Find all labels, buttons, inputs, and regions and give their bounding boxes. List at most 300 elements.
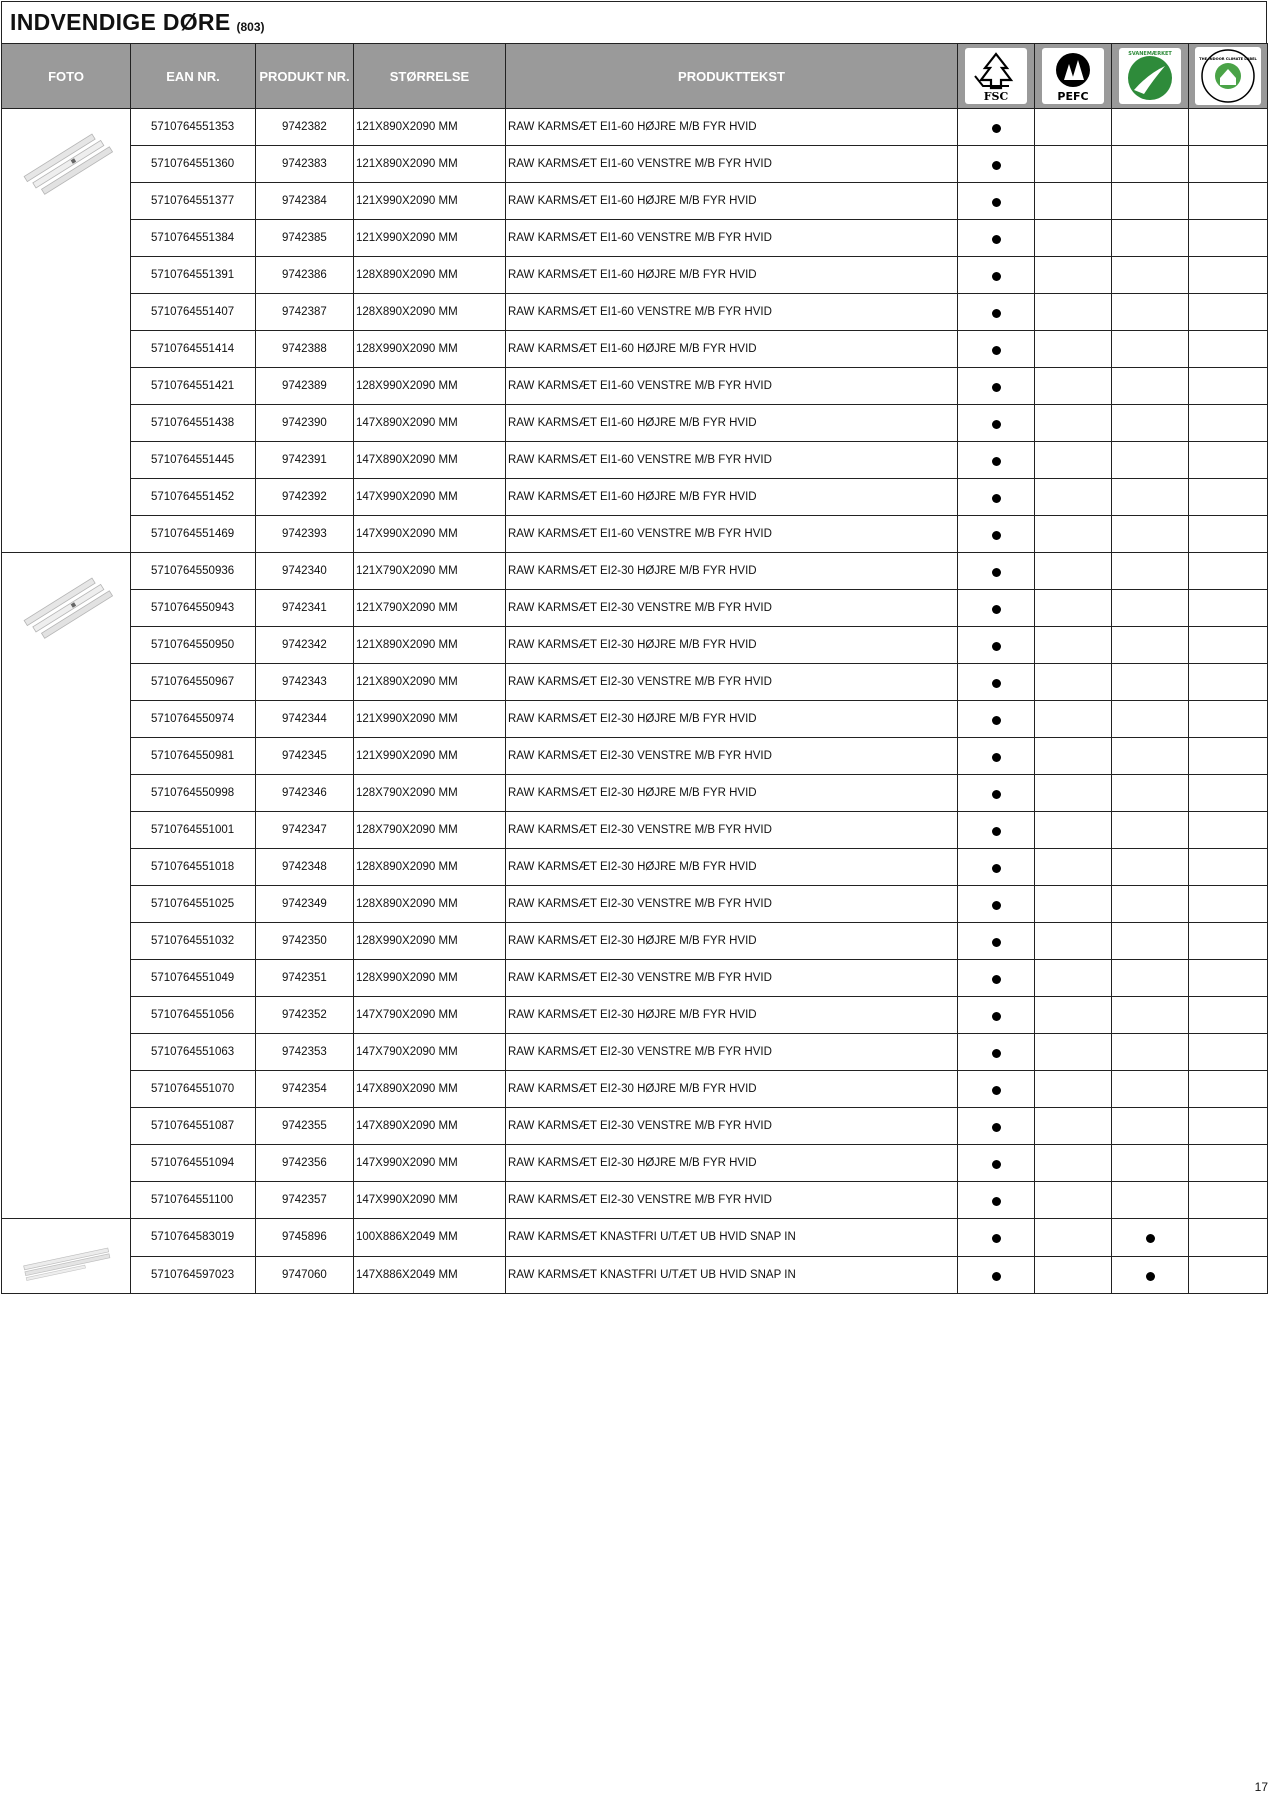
table-row <box>2 1071 1268 1108</box>
col-header-foto: FOTO <box>2 44 131 109</box>
product-number-cell: 9742386 <box>256 257 354 294</box>
svg-text:SVANEMÆRKET: SVANEMÆRKET <box>1128 51 1172 57</box>
col-header-produkt: PRODUKT NR. <box>256 44 354 109</box>
product-number-cell: 9742351 <box>256 960 354 997</box>
bullet-icon <box>992 753 1001 762</box>
product-number-cell: 9742341 <box>256 590 354 627</box>
fsc-mark-cell <box>958 1108 1035 1145</box>
pefc-mark-cell <box>1035 294 1112 331</box>
svan-mark-cell <box>1112 146 1189 183</box>
svg-text:PEFC: PEFC <box>1057 90 1089 103</box>
pefc-mark-cell <box>1035 220 1112 257</box>
product-number-cell: 9742352 <box>256 997 354 1034</box>
indoor-climate-mark-cell <box>1189 257 1268 294</box>
svan-mark-cell <box>1112 368 1189 405</box>
bullet-icon <box>992 605 1001 614</box>
ean-cell: 5710764551384 <box>131 220 256 257</box>
bullet-icon <box>992 716 1001 725</box>
pefc-mark-cell <box>1035 775 1112 812</box>
product-text-cell: RAW KARMSÆT EI2-30 VENSTRE M/B FYR HVID <box>506 1034 958 1071</box>
fsc-mark-cell <box>958 775 1035 812</box>
indoor-climate-mark-cell <box>1189 442 1268 479</box>
indoor-climate-mark-cell <box>1189 368 1268 405</box>
fsc-logo-icon <box>961 46 1031 106</box>
product-text-cell: RAW KARMSÆT EI1-60 HØJRE M/B FYR HVID <box>506 109 958 146</box>
product-number-cell: 9742356 <box>256 1145 354 1182</box>
page-number: 17 <box>1254 1780 1268 1794</box>
door-frame-set-image <box>2 109 130 213</box>
product-number-cell: 9742385 <box>256 220 354 257</box>
product-number-cell: 9742343 <box>256 664 354 701</box>
product-number-cell: 9742383 <box>256 146 354 183</box>
svan-mark-cell <box>1112 849 1189 886</box>
pefc-mark-cell <box>1035 1108 1112 1145</box>
product-text-cell: RAW KARMSÆT EI2-30 HØJRE M/B FYR HVID <box>506 1071 958 1108</box>
size-cell: 128X790X2090 MM <box>354 812 506 849</box>
svan-mark-cell <box>1112 1108 1189 1145</box>
product-number-cell: 9742346 <box>256 775 354 812</box>
svan-mark-cell <box>1112 590 1189 627</box>
product-number-cell: 9745896 <box>256 1219 354 1257</box>
size-cell: 121X990X2090 MM <box>354 183 506 220</box>
size-cell: 147X890X2090 MM <box>354 405 506 442</box>
table-row <box>2 886 1268 923</box>
ean-cell: 5710764550943 <box>131 590 256 627</box>
product-text-cell: RAW KARMSÆT EI2-30 VENSTRE M/B FYR HVID <box>506 590 958 627</box>
indoor-climate-mark-cell <box>1189 775 1268 812</box>
fsc-mark-cell <box>958 590 1035 627</box>
bullet-icon <box>1146 1234 1155 1243</box>
fsc-mark-cell <box>958 849 1035 886</box>
ean-cell: 5710764551452 <box>131 479 256 516</box>
bullet-icon <box>992 309 1001 318</box>
size-cell: 128X990X2090 MM <box>354 923 506 960</box>
size-cell: 121X990X2090 MM <box>354 738 506 775</box>
pefc-mark-cell <box>1035 257 1112 294</box>
size-cell: 147X990X2090 MM <box>354 1145 506 1182</box>
fsc-mark-cell <box>958 442 1035 479</box>
svg-text:FSC: FSC <box>983 90 1009 103</box>
indoor-climate-mark-cell <box>1189 146 1268 183</box>
table-row <box>2 257 1268 294</box>
table-row <box>2 516 1268 553</box>
product-number-cell: 9742388 <box>256 331 354 368</box>
product-number-cell: 9742357 <box>256 1182 354 1219</box>
product-text-cell: RAW KARMSÆT EI2-30 VENSTRE M/B FYR HVID <box>506 960 958 997</box>
product-text-cell: RAW KARMSÆT EI1-60 VENSTRE M/B FYR HVID <box>506 220 958 257</box>
pefc-mark-cell <box>1035 1145 1112 1182</box>
table-row <box>2 1108 1268 1145</box>
product-text-cell: RAW KARMSÆT EI1-60 HØJRE M/B FYR HVID <box>506 405 958 442</box>
svan-mark-cell <box>1112 1034 1189 1071</box>
size-cell: 147X890X2090 MM <box>354 1108 506 1145</box>
product-table <box>1 43 1268 1294</box>
pefc-mark-cell <box>1035 183 1112 220</box>
size-cell: 128X990X2090 MM <box>354 368 506 405</box>
pefc-mark-cell <box>1035 923 1112 960</box>
table-row <box>2 553 1268 590</box>
bullet-icon <box>992 568 1001 577</box>
pefc-logo-icon <box>1038 46 1108 106</box>
size-cell: 147X990X2090 MM <box>354 1182 506 1219</box>
table-row <box>2 701 1268 738</box>
bullet-icon <box>992 420 1001 429</box>
svan-mark-cell <box>1112 775 1189 812</box>
fsc-mark-cell <box>958 479 1035 516</box>
ean-cell: 5710764551070 <box>131 1071 256 1108</box>
frame-strip-image <box>2 1219 130 1293</box>
bullet-icon <box>992 1012 1001 1021</box>
fsc-mark-cell <box>958 923 1035 960</box>
ean-cell: 5710764551445 <box>131 442 256 479</box>
indoor-climate-mark-cell <box>1189 812 1268 849</box>
size-cell: 121X890X2090 MM <box>354 664 506 701</box>
product-table-body <box>2 109 1268 1294</box>
fsc-mark-cell <box>958 812 1035 849</box>
product-number-cell: 9747060 <box>256 1256 354 1294</box>
bullet-icon <box>992 494 1001 503</box>
pefc-mark-cell <box>1035 331 1112 368</box>
indoor-climate-mark-cell <box>1189 1108 1268 1145</box>
product-number-cell: 9742389 <box>256 368 354 405</box>
pefc-mark-cell <box>1035 960 1112 997</box>
product-number-cell: 9742391 <box>256 442 354 479</box>
svan-mark-cell <box>1112 405 1189 442</box>
ean-cell: 5710764551421 <box>131 368 256 405</box>
pefc-mark-cell <box>1035 997 1112 1034</box>
col-header-ean: EAN NR. <box>131 44 256 109</box>
product-text-cell: RAW KARMSÆT EI2-30 HØJRE M/B FYR HVID <box>506 997 958 1034</box>
bullet-icon <box>1146 1272 1155 1281</box>
pefc-mark-cell <box>1035 849 1112 886</box>
ean-cell: 5710764550981 <box>131 738 256 775</box>
size-cell: 128X890X2090 MM <box>354 849 506 886</box>
fsc-mark-cell <box>958 294 1035 331</box>
pefc-mark-cell <box>1035 1034 1112 1071</box>
bullet-icon <box>992 531 1001 540</box>
table-row <box>2 1256 1268 1294</box>
svan-mark-cell <box>1112 997 1189 1034</box>
product-number-cell: 9742387 <box>256 294 354 331</box>
bullet-icon <box>992 1086 1001 1095</box>
fsc-mark-cell <box>958 1182 1035 1219</box>
indoor-climate-mark-cell <box>1189 886 1268 923</box>
size-cell: 128X890X2090 MM <box>354 257 506 294</box>
header-row <box>2 44 1268 109</box>
product-number-cell: 9742340 <box>256 553 354 590</box>
indoor-climate-mark-cell <box>1189 960 1268 997</box>
fsc-mark-cell <box>958 109 1035 146</box>
svan-mark-cell <box>1112 183 1189 220</box>
product-number-cell: 9742345 <box>256 738 354 775</box>
product-text-cell: RAW KARMSÆT EI2-30 HØJRE M/B FYR HVID <box>506 701 958 738</box>
size-cell: 128X990X2090 MM <box>354 960 506 997</box>
size-cell: 121X990X2090 MM <box>354 701 506 738</box>
svan-mark-cell <box>1112 960 1189 997</box>
indoor-climate-mark-cell <box>1189 664 1268 701</box>
fsc-mark-cell <box>958 664 1035 701</box>
fsc-mark-cell <box>958 1256 1035 1294</box>
size-cell: 121X890X2090 MM <box>354 146 506 183</box>
bullet-icon <box>992 346 1001 355</box>
svan-mark-cell <box>1112 812 1189 849</box>
indoor-climate-mark-cell <box>1189 479 1268 516</box>
fsc-mark-cell <box>958 257 1035 294</box>
svan-mark-cell <box>1112 1145 1189 1182</box>
table-row <box>2 849 1268 886</box>
svan-mark-cell <box>1112 294 1189 331</box>
product-text-cell: RAW KARMSÆT KNASTFRI U/TÆT UB HVID SNAP IN <box>506 1256 958 1294</box>
ean-cell: 5710764551094 <box>131 1145 256 1182</box>
size-cell: 147X990X2090 MM <box>354 479 506 516</box>
indoor-climate-mark-cell <box>1189 516 1268 553</box>
indoor-climate-mark-cell <box>1189 701 1268 738</box>
indoor-climate-mark-cell <box>1189 997 1268 1034</box>
ean-cell: 5710764550998 <box>131 775 256 812</box>
fsc-mark-cell <box>958 960 1035 997</box>
indoor-climate-mark-cell <box>1189 331 1268 368</box>
size-cell: 128X890X2090 MM <box>354 886 506 923</box>
pefc-mark-cell <box>1035 1182 1112 1219</box>
fsc-mark-cell <box>958 183 1035 220</box>
pefc-mark-cell <box>1035 664 1112 701</box>
table-row <box>2 368 1268 405</box>
bullet-icon <box>992 124 1001 133</box>
ean-cell: 5710764551063 <box>131 1034 256 1071</box>
svan-mark-cell <box>1112 479 1189 516</box>
fsc-mark-cell <box>958 1219 1035 1257</box>
product-text-cell: RAW KARMSÆT EI1-60 VENSTRE M/B FYR HVID <box>506 146 958 183</box>
category-code: (803) <box>236 19 265 34</box>
svan-mark-cell <box>1112 220 1189 257</box>
product-text-cell: RAW KARMSÆT EI2-30 VENSTRE M/B FYR HVID <box>506 738 958 775</box>
col-header-pefc <box>1035 44 1112 109</box>
ean-cell: 5710764551360 <box>131 146 256 183</box>
ean-cell: 5710764551001 <box>131 812 256 849</box>
ean-cell: 5710764550950 <box>131 627 256 664</box>
size-cell: 147X990X2090 MM <box>354 516 506 553</box>
ean-cell: 5710764551018 <box>131 849 256 886</box>
pefc-mark-cell <box>1035 368 1112 405</box>
product-number-cell: 9742390 <box>256 405 354 442</box>
svan-mark-cell <box>1112 257 1189 294</box>
fsc-mark-cell <box>958 1145 1035 1182</box>
product-text-cell: RAW KARMSÆT EI2-30 HØJRE M/B FYR HVID <box>506 923 958 960</box>
bullet-icon <box>992 790 1001 799</box>
fsc-mark-cell <box>958 1071 1035 1108</box>
table-row <box>2 479 1268 516</box>
product-photo-cell <box>2 109 131 553</box>
size-cell: 128X990X2090 MM <box>354 331 506 368</box>
ean-cell: 5710764551087 <box>131 1108 256 1145</box>
table-row <box>2 442 1268 479</box>
ean-cell: 5710764550967 <box>131 664 256 701</box>
product-number-cell: 9742353 <box>256 1034 354 1071</box>
ean-cell: 5710764550936 <box>131 553 256 590</box>
ean-cell: 5710764550974 <box>131 701 256 738</box>
product-photo-cell <box>2 1219 131 1294</box>
col-header-fsc <box>958 44 1035 109</box>
svan-mark-cell <box>1112 627 1189 664</box>
col-header-tekst: PRODUKTTEKST <box>506 44 958 109</box>
ean-cell: 5710764551391 <box>131 257 256 294</box>
svan-mark-cell <box>1112 1182 1189 1219</box>
product-text-cell: RAW KARMSÆT EI2-30 VENSTRE M/B FYR HVID <box>506 886 958 923</box>
pefc-mark-cell <box>1035 590 1112 627</box>
table-row <box>2 331 1268 368</box>
table-row <box>2 960 1268 997</box>
product-text-cell: RAW KARMSÆT KNASTFRI U/TÆT UB HVID SNAP IN <box>506 1219 958 1257</box>
bullet-icon <box>992 272 1001 281</box>
bullet-icon <box>992 642 1001 651</box>
table-row <box>2 997 1268 1034</box>
door-frame-set-image <box>2 553 130 657</box>
bullet-icon <box>992 383 1001 392</box>
ean-cell: 5710764551414 <box>131 331 256 368</box>
bullet-icon <box>992 901 1001 910</box>
svan-mark-cell <box>1112 1219 1189 1257</box>
bullet-icon <box>992 1272 1001 1281</box>
table-row <box>2 405 1268 442</box>
ean-cell: 5710764551032 <box>131 923 256 960</box>
size-cell: 147X890X2090 MM <box>354 1071 506 1108</box>
product-text-cell: RAW KARMSÆT EI2-30 HØJRE M/B FYR HVID <box>506 627 958 664</box>
indoor-climate-mark-cell <box>1189 553 1268 590</box>
table-row <box>2 812 1268 849</box>
fsc-mark-cell <box>958 146 1035 183</box>
fsc-mark-cell <box>958 997 1035 1034</box>
fsc-mark-cell <box>958 331 1035 368</box>
product-text-cell: RAW KARMSÆT EI2-30 HØJRE M/B FYR HVID <box>506 775 958 812</box>
bullet-icon <box>992 827 1001 836</box>
pefc-mark-cell <box>1035 627 1112 664</box>
svan-mark-cell <box>1112 1256 1189 1294</box>
size-cell: 147X790X2090 MM <box>354 997 506 1034</box>
bullet-icon <box>992 1197 1001 1206</box>
pefc-mark-cell <box>1035 886 1112 923</box>
pefc-mark-cell <box>1035 109 1112 146</box>
bullet-icon <box>992 1049 1001 1058</box>
ean-cell: 5710764551049 <box>131 960 256 997</box>
nordic-swan-logo-icon <box>1115 46 1185 106</box>
size-cell: 121X790X2090 MM <box>354 553 506 590</box>
indoor-climate-mark-cell <box>1189 1071 1268 1108</box>
pefc-mark-cell <box>1035 479 1112 516</box>
title-bar <box>1 1 1267 43</box>
size-cell: 147X790X2090 MM <box>354 1034 506 1071</box>
svan-mark-cell <box>1112 701 1189 738</box>
product-number-cell: 9742384 <box>256 183 354 220</box>
col-header-indoor-climate <box>1189 44 1268 109</box>
product-number-cell: 9742349 <box>256 886 354 923</box>
product-text-cell: RAW KARMSÆT EI1-60 HØJRE M/B FYR HVID <box>506 183 958 220</box>
indoor-climate-mark-cell <box>1189 220 1268 257</box>
svan-mark-cell <box>1112 331 1189 368</box>
fsc-mark-cell <box>958 886 1035 923</box>
pefc-mark-cell <box>1035 701 1112 738</box>
table-row <box>2 1145 1268 1182</box>
indoor-climate-mark-cell <box>1189 1182 1268 1219</box>
product-text-cell: RAW KARMSÆT EI2-30 VENSTRE M/B FYR HVID <box>506 812 958 849</box>
table-row <box>2 146 1268 183</box>
bullet-icon <box>992 457 1001 466</box>
fsc-mark-cell <box>958 516 1035 553</box>
pefc-mark-cell <box>1035 405 1112 442</box>
table-row <box>2 109 1268 146</box>
product-text-cell: RAW KARMSÆT EI1-60 VENSTRE M/B FYR HVID <box>506 442 958 479</box>
product-text-cell: RAW KARMSÆT EI1-60 HØJRE M/B FYR HVID <box>506 331 958 368</box>
col-header-stoerrelse: STØRRELSE <box>354 44 506 109</box>
product-number-cell: 9742393 <box>256 516 354 553</box>
table-row <box>2 1219 1268 1257</box>
bullet-icon <box>992 1160 1001 1169</box>
svan-mark-cell <box>1112 516 1189 553</box>
product-text-cell: RAW KARMSÆT EI1-60 VENSTRE M/B FYR HVID <box>506 516 958 553</box>
product-text-cell: RAW KARMSÆT EI1-60 VENSTRE M/B FYR HVID <box>506 368 958 405</box>
pefc-mark-cell <box>1035 812 1112 849</box>
product-text-cell: RAW KARMSÆT EI2-30 HØJRE M/B FYR HVID <box>506 553 958 590</box>
product-number-cell: 9742382 <box>256 109 354 146</box>
table-row <box>2 738 1268 775</box>
product-photo-cell <box>2 553 131 1219</box>
svan-mark-cell <box>1112 1071 1189 1108</box>
svan-mark-cell <box>1112 109 1189 146</box>
bullet-icon <box>992 975 1001 984</box>
table-row <box>2 294 1268 331</box>
svan-mark-cell <box>1112 664 1189 701</box>
svan-mark-cell <box>1112 553 1189 590</box>
ean-cell: 5710764551056 <box>131 997 256 1034</box>
ean-cell: 5710764551353 <box>131 109 256 146</box>
pefc-mark-cell <box>1035 442 1112 479</box>
indoor-climate-mark-cell <box>1189 405 1268 442</box>
svan-mark-cell <box>1112 738 1189 775</box>
bullet-icon <box>992 679 1001 688</box>
indoor-climate-mark-cell <box>1189 1034 1268 1071</box>
page-title: INDVENDIGE DØRE <box>10 9 231 35</box>
product-number-cell: 9742392 <box>256 479 354 516</box>
catalog-sheet <box>1 1 1267 1294</box>
svan-mark-cell <box>1112 442 1189 479</box>
table-row <box>2 664 1268 701</box>
pefc-mark-cell <box>1035 1219 1112 1257</box>
size-cell: 128X890X2090 MM <box>354 294 506 331</box>
size-cell: 100X886X2049 MM <box>354 1219 506 1257</box>
indoor-climate-mark-cell <box>1189 1256 1268 1294</box>
product-text-cell: RAW KARMSÆT EI2-30 HØJRE M/B FYR HVID <box>506 849 958 886</box>
size-cell: 128X790X2090 MM <box>354 775 506 812</box>
pefc-mark-cell <box>1035 516 1112 553</box>
table-row <box>2 775 1268 812</box>
ean-cell: 5710764551100 <box>131 1182 256 1219</box>
ean-cell: 5710764551407 <box>131 294 256 331</box>
ean-cell: 5710764551025 <box>131 886 256 923</box>
size-cell: 147X890X2090 MM <box>354 442 506 479</box>
size-cell: 121X890X2090 MM <box>354 627 506 664</box>
pefc-mark-cell <box>1035 146 1112 183</box>
product-number-cell: 9742348 <box>256 849 354 886</box>
table-row <box>2 923 1268 960</box>
indoor-climate-label-icon <box>1191 45 1265 107</box>
ean-cell: 5710764551469 <box>131 516 256 553</box>
indoor-climate-mark-cell <box>1189 590 1268 627</box>
table-row <box>2 1034 1268 1071</box>
svg-text:THE INDOOR CLIMATE LABEL: THE INDOOR CLIMATE LABEL <box>1199 57 1257 61</box>
table-row <box>2 627 1268 664</box>
ean-cell: 5710764597023 <box>131 1256 256 1294</box>
fsc-mark-cell <box>958 627 1035 664</box>
product-text-cell: RAW KARMSÆT EI2-30 HØJRE M/B FYR HVID <box>506 1145 958 1182</box>
